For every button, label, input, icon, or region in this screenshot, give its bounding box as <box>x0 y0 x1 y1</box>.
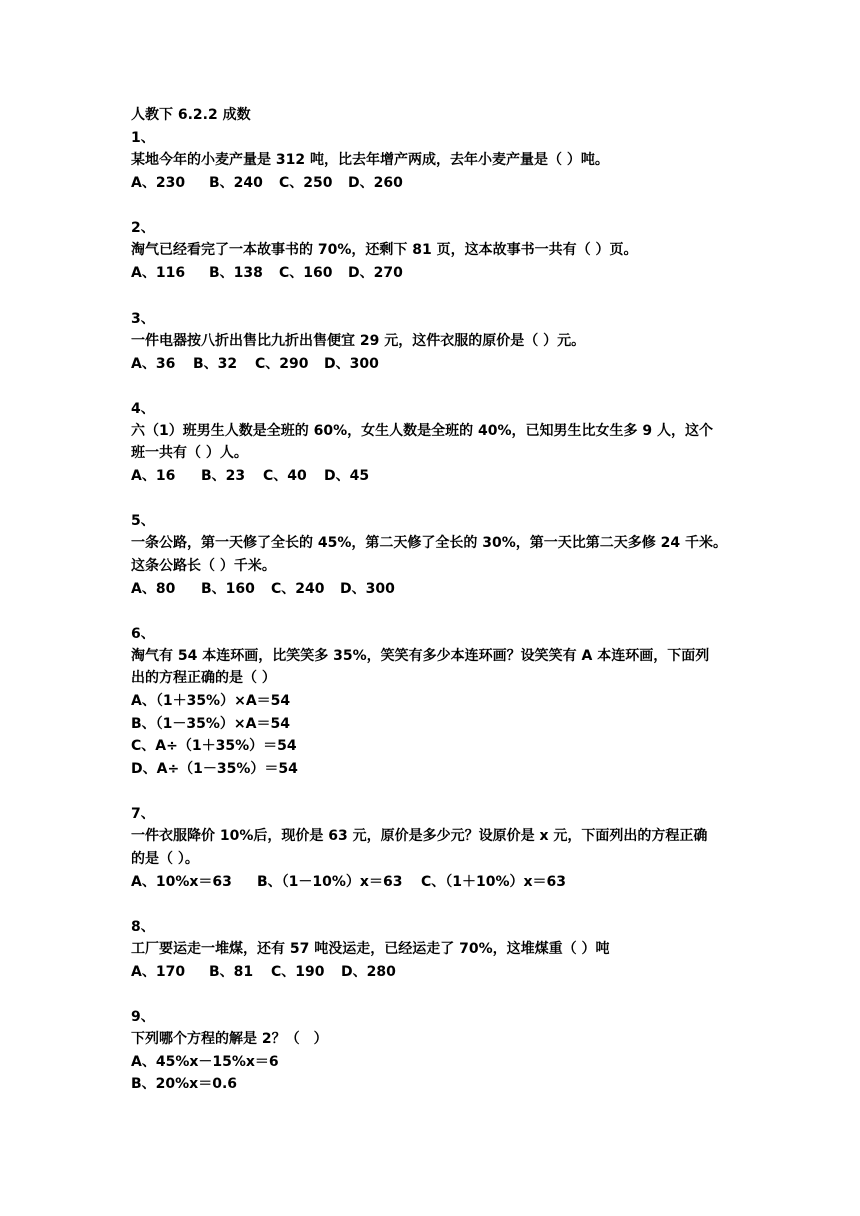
question-4-stem-line-2: 班一共有（ ）人。 <box>131 445 248 461</box>
question-4-stem-line-1: 六（1）班男生人数是全班的 60%，女生人数是全班的 40%，已知男生比女生多 9 人，这个 <box>131 423 713 439</box>
question-2-option-c: C、160 <box>279 265 333 281</box>
question-6-stem-line-1: 淘气有 54 本连环画，比笑笑多 35%，笑笑有多少本连环画？设笑笑有 A 本连环画，下面列 <box>131 648 710 664</box>
question-1-option-b: B、240 <box>209 175 263 191</box>
question-2-options <box>131 264 403 282</box>
question-4-options <box>131 467 369 485</box>
question-1-option-c: C、250 <box>279 175 333 191</box>
question-2-option-b: B、138 <box>209 265 263 281</box>
question-8-option-a: A、170 <box>131 964 186 980</box>
question-9-option-a: A、45%x－15%x＝6 <box>131 1054 279 1070</box>
question-8-number: 8、 <box>131 919 155 935</box>
question-4-option-b: B、23 <box>201 468 246 484</box>
question-7-number: 7、 <box>131 806 155 822</box>
question-5-option-b: B、160 <box>201 581 255 597</box>
question-2-option-d: D、270 <box>348 265 403 281</box>
question-5-option-a: A、80 <box>131 581 176 597</box>
question-1-number: 1、 <box>131 130 155 146</box>
question-3-option-c: C、290 <box>255 356 309 372</box>
question-3-option-d: D、300 <box>324 356 379 372</box>
question-9-option-b: B、20%x＝0.6 <box>131 1076 238 1092</box>
question-1-stem: 某地今年的小麦产量是 312 吨，比去年增产两成，去年小麦产量是（ ）吨。 <box>131 152 609 168</box>
question-6-number: 6、 <box>131 626 155 642</box>
question-2-option-a: A、116 <box>131 265 186 281</box>
question-4-option-d: D、45 <box>324 468 370 484</box>
question-5-option-c: C、240 <box>271 581 325 597</box>
question-8-option-b: B、81 <box>209 964 254 980</box>
question-6-option-a: A、（1＋35%）×A＝54 <box>131 693 291 709</box>
question-7-option-c: C、（1＋10%）x＝63 <box>421 874 567 890</box>
question-3-option-a: A、36 <box>131 356 176 372</box>
question-5-stem-line-2: 这条公路长（ ）千米。 <box>131 558 276 574</box>
question-7-stem-line-2: 的是（ ）。 <box>131 851 199 867</box>
question-4-number: 4、 <box>131 401 155 417</box>
document-title: 人教下 6.2.2 成数 <box>131 107 251 123</box>
question-7-stem-line-1: 一件衣服降价 10%后，现价是 63 元，原价是多少元？设原价是 x 元，下面列出的方程正确 <box>131 828 708 844</box>
question-4-option-a: A、16 <box>131 468 176 484</box>
question-1-option-a: A、230 <box>131 175 186 191</box>
question-8-options <box>131 963 396 981</box>
question-3-option-b: B、32 <box>193 356 238 372</box>
question-8-option-c: C、190 <box>271 964 325 980</box>
question-8-stem: 工厂要运走一堆煤，还有 57 吨没运走，已经运走了 70%，这堆煤重（ ）吨 <box>131 941 610 957</box>
question-7-options <box>131 873 566 891</box>
question-6-option-c: C、A÷（1＋35%）＝54 <box>131 738 297 754</box>
question-6-option-b: B、（1－35%）×A＝54 <box>131 716 290 732</box>
question-1-option-d: D、260 <box>348 175 403 191</box>
question-3-number: 3、 <box>131 311 155 327</box>
question-9-number: 9、 <box>131 1009 155 1025</box>
question-5-option-d: D、300 <box>340 581 395 597</box>
question-3-stem: 一件电器按八折出售比九折出售便宜 29 元，这件衣服的原价是（ ）元。 <box>131 333 586 349</box>
question-2-number: 2、 <box>131 220 155 236</box>
question-4-option-c: C、40 <box>263 468 307 484</box>
question-6-option-d: D、A÷（1－35%）＝54 <box>131 761 298 777</box>
question-5-stem-line-1: 一条公路，第一天修了全长的 45%，第二天修了全长的 30%，第一天比第二天多修 24 千米。 <box>131 535 727 551</box>
question-5-number: 5、 <box>131 513 155 529</box>
question-7-option-a: A、10%x＝63 <box>131 874 232 890</box>
question-2-stem: 淘气已经看完了一本故事书的 70%，还剩下 81 页，这本故事书一共有（ ）页。 <box>131 242 638 258</box>
question-7-option-b: B、（1－10%）x＝63 <box>257 874 403 890</box>
question-3-options <box>131 355 379 373</box>
question-5-options <box>131 580 395 598</box>
question-8-option-d: D、280 <box>341 964 396 980</box>
question-6-stem-line-2: 出的方程正确的是（ ） <box>131 670 276 686</box>
question-9-stem: 下列哪个方程的解是 2？（ ） <box>131 1031 328 1047</box>
question-1-options <box>131 174 403 192</box>
